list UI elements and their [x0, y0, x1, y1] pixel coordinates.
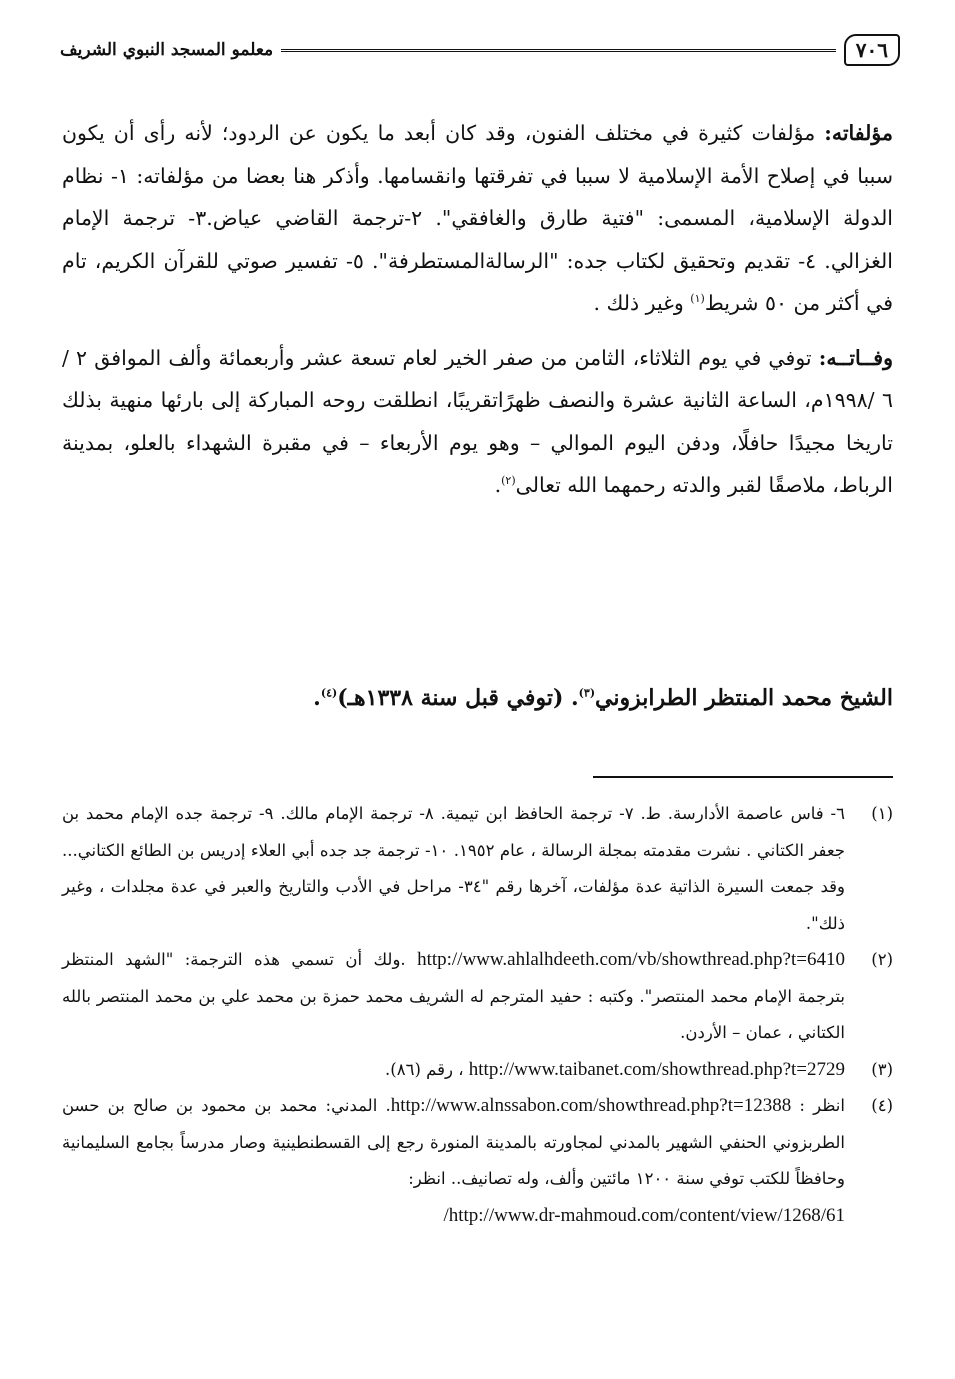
footnote-number: (٤) [871, 1096, 893, 1115]
footnote-number: (٣) [871, 1059, 893, 1079]
footnote-text: ٦- فاس عاصمة الأدارسة. ط. ٧- ترجمة الحافظ ابن تيمية. ٨- ترجمة الإمام مالك. ٩- ترجمة جده الإمام محمد بن جعفر الكتاني . نشرت مقدمته بمجلة الرسالة ، عام ١٩٥٢. ١٠- ترجمة جد جده أبي العلاء إدريس بن الطائع الكتاني... وقد جمعت السيرة الذاتية عدة مؤلفات، آخرها رقم "٣٤- مراحل في الأدب والتاريخ والعبر في عدة مجلدات ، وغير ذلك". [62, 804, 845, 933]
death-text: توفي في يوم الثلاثاء، الثامن من صفر الخير لعام تسعة عشر وأربعمائة وألف الموافق ٢ /٦ /١٩٩٨م، الساعة الثانية عشرة والنصف ظهرًاتقريبًا، انطلقت روحه المباركة إلى بارئها منهية بذلك تاريخا مجيدًا حافلًا، ودفن اليوم الموالي – وهو يوم الأربعاء – في مقبرة الشهداء بالعلو، بمدينة الرباط، ملاصقًا لقبر والدته رحمهما الله تعالى [62, 345, 893, 497]
footnote-prefix: انظر : [791, 1096, 845, 1115]
heading-end: . [313, 685, 321, 711]
footnote-text: ، رقم (٨٦). [385, 1059, 469, 1079]
footnote-number: (١) [871, 804, 893, 823]
footnote-2 [62, 942, 893, 1052]
footnote-3 [62, 1052, 893, 1089]
footnote-ref-3[interactable]: (٣) [578, 686, 596, 700]
running-header [60, 30, 900, 70]
works-text: مؤلفات كثيرة في مختلف الفنون، وقد كان أبعد ما يكون عن الردود؛ لأنه رأى أن يكون سببا في إصلاح الأمة الإسلامية لا سببا في تفرقتها وانقسامها. وأذكر هنا بعضا من مؤلفاته: ١- نظام الدولة الإسلامية، المسمى: "فتية طارق والغافقي". ٢-ترجمة القاضي عياض.٣- ترجمة الإمام الغزالي. ٤- تقديم وتحقيق لكتاب جده: "الرسالةالمستطرفة". ٥- تفسير صوتي للقرآن الكريم، تام في أكثر من ٥٠ شريط [62, 121, 894, 315]
footnote-ref-4[interactable]: (٤) [320, 686, 338, 700]
heading-name: الشيخ محمد المنتظر الطرابزوني [595, 685, 893, 711]
footnote-link[interactable]: http://www.ahlalhdeeth.com/vb/showthread.php?t=6410 [417, 949, 845, 970]
footnotes [62, 796, 893, 1234]
works-paragraph [62, 112, 893, 325]
main-text [62, 112, 893, 507]
footnote-text: . المدني: محمد بن محمود بن صالح بن حسن الطربزوني الحنفي الشهير بالمدني لمجاورته بالمدينة المنورة رجع إلى القسطنطينية وصار مدرساً بجامع السليمانية وحافظاً للكتب توفي سنة ١٢٠٠ مائتين وألف، وله تصانيف.. انظر: [62, 1096, 845, 1188]
death-paragraph [62, 337, 893, 507]
section-heading [62, 676, 893, 720]
footnote-ref-2[interactable]: (٢) [501, 474, 516, 488]
death-label: وفــاتــه: [818, 345, 893, 370]
running-title: معلمو المسجد النبوي الشريف [60, 40, 274, 60]
footnote-separator [593, 776, 893, 778]
footnote-ref-1[interactable]: (١) [690, 292, 705, 306]
works-label: مؤلفاته: [824, 121, 893, 145]
page-number: ٧٠٦ [844, 34, 900, 66]
footnote-link-secondary[interactable]: /http://www.dr-mahmoud.com/content/view/1268/61 [443, 1204, 845, 1226]
footnote-number: (٢) [871, 950, 893, 969]
death-end: . [494, 473, 502, 497]
footnote-1 [62, 796, 893, 942]
heading-date: . (توفي قبل سنة ١٣٣٨هـ) [337, 685, 579, 711]
works-tail: وغير ذلك . [593, 291, 691, 315]
footnote-link[interactable]: http://www.taibanet.com/showthread.php?t=2729 [468, 1058, 845, 1080]
header-rule [281, 49, 836, 52]
footnote-link[interactable]: http://www.alnssabon.com/showthread.php?t=12388 [390, 1095, 792, 1116]
footnote-4 [62, 1088, 893, 1198]
footnote-text: .ولك أن تسمي هذه الترجمة: "الشهد المنتظر بترجمة الإمام محمد المنتصر". وكتبه : حفيد المترجم له الشريف محمد حمزة بن محمد علي بن محمد المنتصر بالله الكتاني ، عمان – الأردن. [62, 950, 845, 1042]
